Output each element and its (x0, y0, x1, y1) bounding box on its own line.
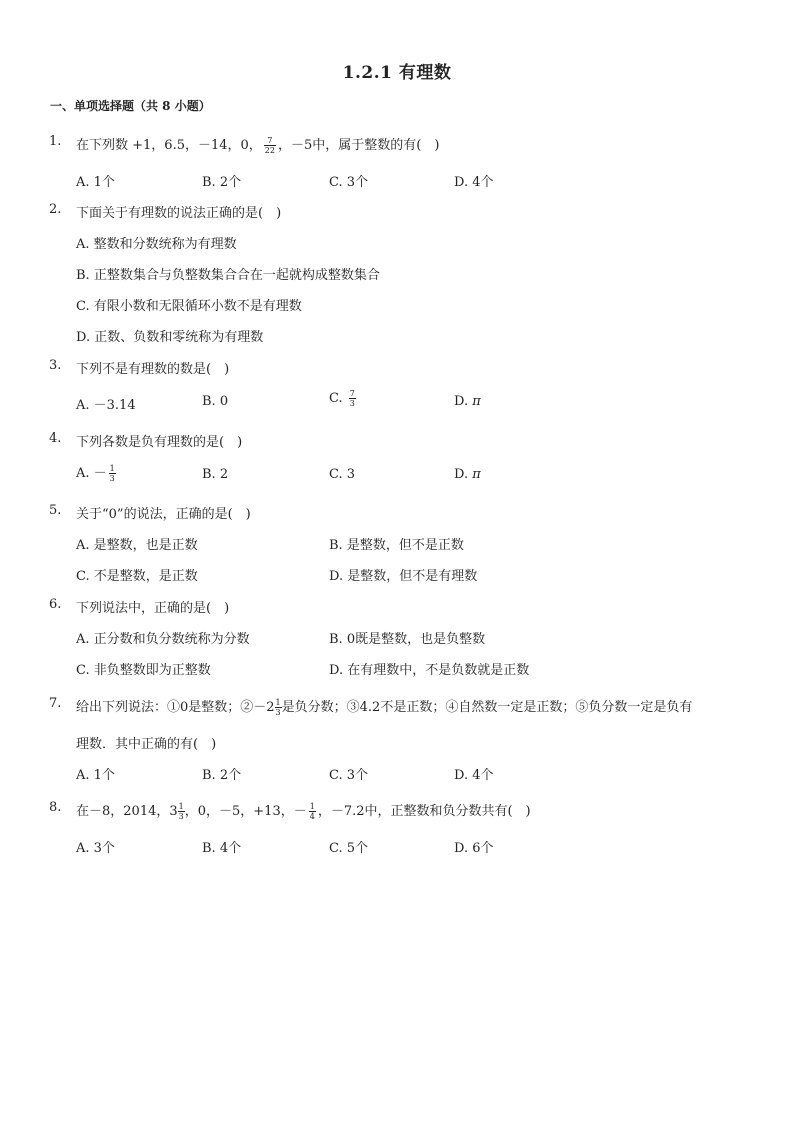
section-heading: 一、单项选择题（共 8 小题） (50, 99, 211, 113)
option-c: C. 3 (329, 467, 356, 482)
option-a: A. －3.14 (76, 398, 136, 413)
pi-symbol: π (472, 394, 481, 409)
option-c: C. 不是整数，是正数 (76, 569, 198, 584)
option-a: A. 1个 (76, 768, 115, 783)
option-b: B. 0 (202, 394, 229, 409)
option-b: B. 0既是整数，也是负整数 (329, 632, 486, 647)
option-d: D. 正数、负数和零统称为有理数 (76, 330, 264, 345)
question-number: 8. (49, 800, 62, 815)
option-b: B. 是整数，但不是正数 (329, 538, 464, 553)
question-number: 5. (49, 503, 62, 518)
page-title: 1.2.1 有理数 (342, 63, 452, 83)
option-d: D. 6个 (454, 841, 494, 856)
question-number: 2. (49, 202, 62, 217)
question-number: 7. (49, 696, 62, 711)
option-c: C. $\frac{7}{3}$ (329, 389, 355, 408)
fraction: $\frac{7}{3}$ (349, 389, 355, 408)
option-c: C. 非负整数即为正整数 (76, 663, 211, 678)
option-c: C. 5个 (329, 841, 369, 856)
question-stem: 关于“0”的说法，正确的是( ) (76, 507, 251, 522)
option-b: B. 2 (202, 467, 229, 482)
option-d: D. 在有理数中，不是负数就是正数 (329, 663, 530, 678)
question-stem-continued: 理数．其中正确的有( ) (76, 737, 217, 752)
option-b: B. 4个 (202, 841, 242, 856)
option-a: A. － $\frac{1}{3}$ (76, 464, 115, 483)
question-stem: 在－8，2014，3 $\frac{1}{3}$ ，0，－5，+13，－ $\frac{1}{4}$ ，－7.2中，正整数和负分数共有( ) (76, 802, 531, 821)
pi-symbol: π (472, 467, 481, 482)
question-stem: 给出下列说法：①0是整数；②－2 $\frac{1}{3}$ 是负分数；③4.2不是正数；④自然数一定是正数；⑤负分数一定是负有 (76, 698, 693, 717)
fraction: $\frac{1}{3}$ (109, 464, 115, 483)
option-c: C. 有限小数和无限循环小数不是有理数 (76, 299, 302, 314)
option-c: C. 3个 (329, 768, 369, 783)
option-a: A. 正分数和负分数统称为分数 (76, 632, 250, 647)
option-b: B. 2个 (202, 175, 242, 190)
question-number: 3. (49, 358, 62, 373)
option-a: A. 整数和分数统称为有理数 (76, 237, 237, 252)
option-c: C. 3个 (329, 175, 369, 190)
question-stem: 下列说法中，正确的是( ) (76, 601, 230, 616)
option-d: D. 4个 (454, 768, 494, 783)
option-d: D. 是整数，但不是有理数 (329, 569, 478, 584)
question-number: 4. (49, 431, 62, 446)
question-number: 6. (49, 597, 62, 612)
option-d: D. π (454, 467, 481, 482)
option-a: A. 3个 (76, 841, 115, 856)
question-stem: 下列不是有理数的数是( ) (76, 362, 230, 377)
option-d: D. π (454, 394, 481, 409)
question-number: 1. (49, 134, 62, 149)
option-b: B. 2个 (202, 768, 242, 783)
option-b: B. 正整数集合与负整数集合合在一起就构成整数集合 (76, 268, 380, 283)
fraction: $\frac{7}{22}$ (264, 136, 275, 155)
mixed-fraction: $\frac{1}{3}$ (178, 802, 184, 821)
fraction: $\frac{1}{4}$ (309, 802, 315, 821)
question-stem: 下列各数是负有理数的是( ) (76, 435, 243, 450)
question-stem: 下面关于有理数的说法正确的是( ) (76, 206, 282, 221)
option-a: A. 是整数，也是正数 (76, 538, 198, 553)
question-stem: 在下列数 +1，6.5，－14，0， $\frac{7}{22}$ ，－5中，属于整数的有( ) (76, 136, 440, 155)
fraction: $\frac{1}{3}$ (275, 698, 281, 717)
option-d: D. 4个 (454, 175, 494, 190)
option-a: A. 1个 (76, 175, 115, 190)
